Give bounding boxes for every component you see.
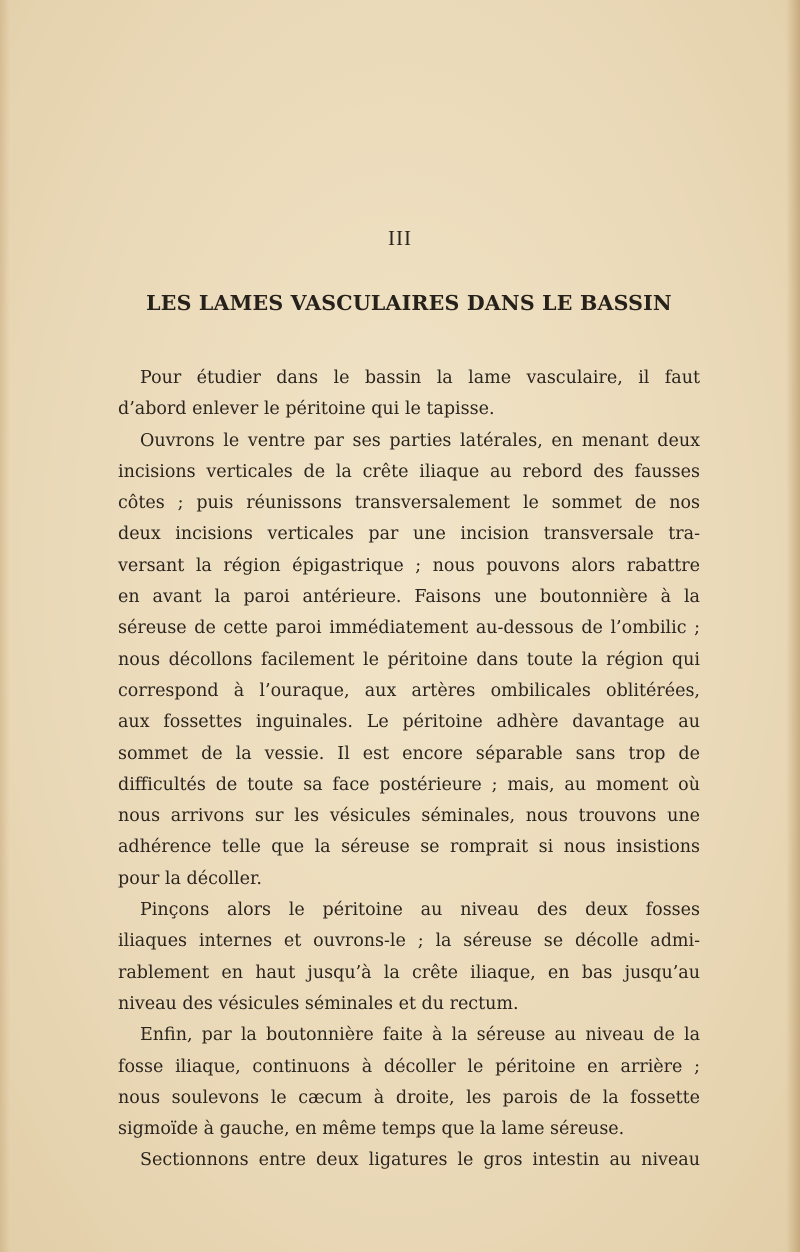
text-line: nous arrivons sur les vésicules séminales, nous trouvons une [118,806,700,827]
text-line: rablement en haut jusqu’à la crête iliaque, en bas jusqu’au [118,962,700,983]
text-line: d’abord enlever le péritoine qui le tapisse. [118,399,495,420]
text-line: correspond à l’ouraque, aux artères ombilicales oblitérées, [118,680,700,701]
text-line: Ouvrons le ventre par ses parties latérales, en menant deux [140,430,700,451]
text-line: nous soulevons le cæcum à droite, les parois de la fossette [118,1087,700,1108]
text-line: difficultés de toute sa face postérieure ; mais, au moment où [118,774,700,795]
text-line: fosse iliaque, continuons à décoller le péritoine en arrière ; [118,1056,700,1077]
text-line: en avant la paroi antérieure. Faisons une boutonnière à la [118,587,700,608]
body-text [118,363,700,1177]
text-line: iliaques internes et ouvrons-le ; la séreuse se décolle admi- [118,931,700,952]
text-line: niveau des vésicules séminales et du rectum. [118,993,519,1014]
chapter-number: III [388,226,412,250]
text-line: pour la décoller. [118,868,262,889]
text-line: incisions verticales de la crête iliaque au rebord des fausses [118,461,700,482]
text-line: versant la région épigastrique ; nous pouvons alors rabattre [118,555,700,576]
chapter-title: LES LAMES VASCULAIRES DANS LE BASSIN [146,291,672,315]
page-right-edge [786,0,800,1252]
text-line: Sectionnons entre deux ligatures le gros intestin au niveau [140,1150,700,1171]
text-line: Pinçons alors le péritoine au niveau des deux fosses [140,900,700,921]
text-line: aux fossettes inguinales. Le péritoine adhère davantage au [118,712,700,733]
text-line: nous décollons facilement le péritoine dans toute la région qui [118,649,700,670]
text-line: sommet de la vessie. Il est encore séparable sans trop de [118,743,700,764]
text-line: côtes ; puis réunissons transversalement le sommet de nos [118,493,700,514]
text-line: adhérence telle que la séreuse se romprait si nous insistions [118,837,700,858]
text-line: Pour étudier dans le bassin la lame vasculaire, il faut [140,368,700,388]
page-left-edge [0,0,10,1252]
text-line: Enfin, par la boutonnière faite à la séreuse au niveau de la [140,1025,700,1046]
text-line: séreuse de cette paroi immédiatement au-dessous de l’ombilic ; [118,618,700,639]
text-line: deux incisions verticales par une incision transversale tra- [118,524,700,545]
text-line: sigmoïde à gauche, en même temps que la lame séreuse. [118,1119,625,1140]
